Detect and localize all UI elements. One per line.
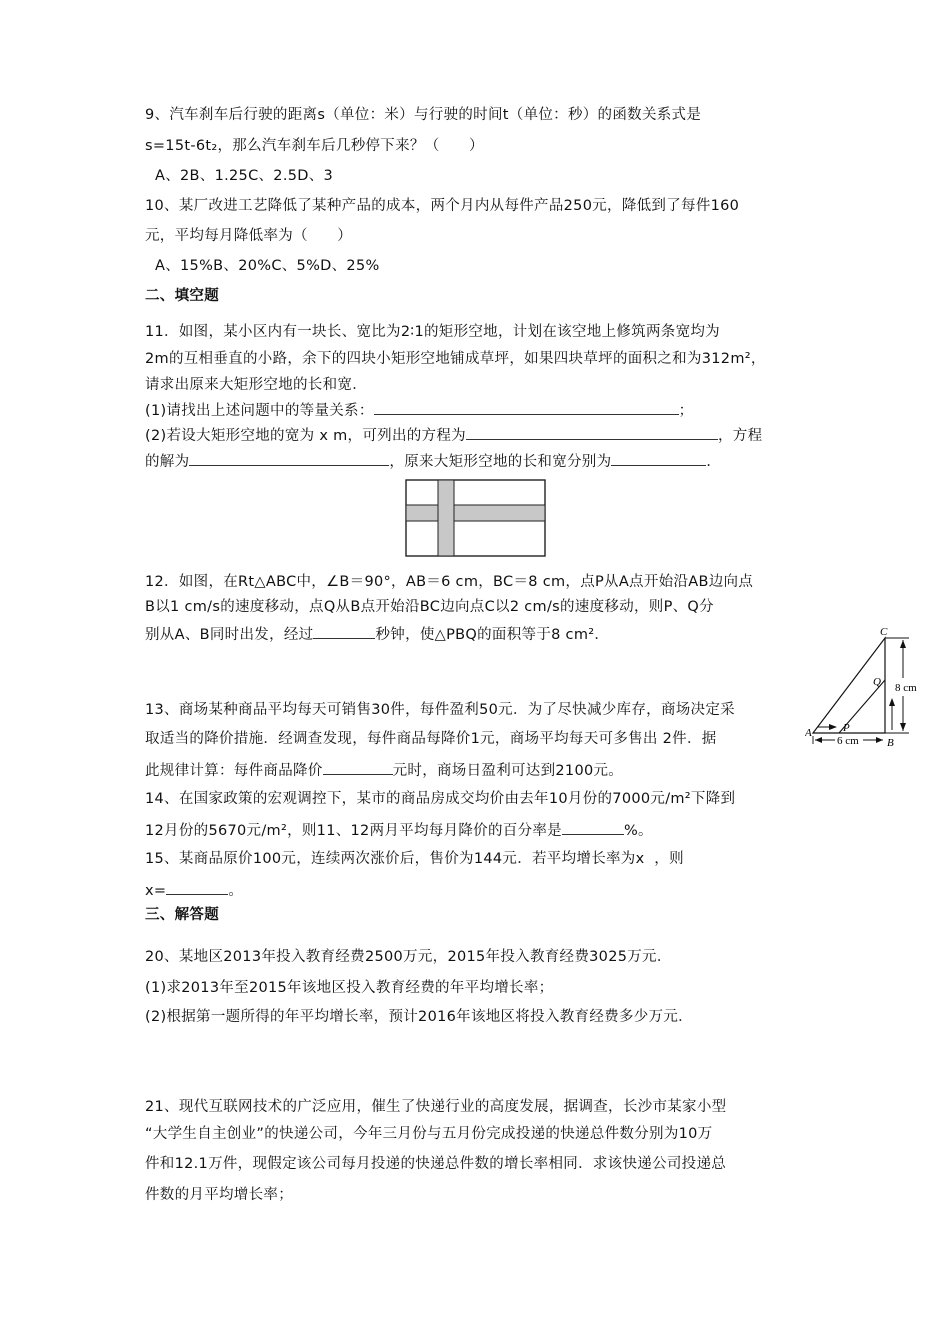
arrow-right-icon (876, 737, 883, 743)
q15-x-blank[interactable] (166, 880, 228, 895)
q20-line3: (2)根据第一题所得的年平均增长率，预计2016年该地区将投入教育经费多少万元． (145, 1009, 693, 1025)
arrow-down-icon (900, 723, 906, 731)
q11-line5 (145, 425, 762, 445)
q12-line2: B以1 cm/s的速度移动，点Q从B点开始沿BC边向点C以2 cm/s的速度移动，则P、Q分 (145, 599, 714, 615)
q9-line1: 9、汽车刹车后行驶的距离s（单位：米）与行驶的时间t（单位：秒）的函数关系式是 (145, 107, 702, 123)
q15-x-label: x= (145, 883, 167, 899)
q21-line3: 件和12.1万件，现假定该公司每月投递的快递总件数的增长率相同．求该快递公司投递总 (145, 1156, 727, 1172)
q11-relation-blank[interactable] (374, 400, 679, 415)
q11-solution-blank[interactable] (189, 451, 389, 466)
q21-line1: 21、现代互联网技术的广泛应用，催生了快递行业的高度发展，据调查，长沙市某家小型 (145, 1099, 727, 1115)
q14-line1: 14、在国家政策的宏观调控下，某市的商品房成交均价由去年10月份的7000元/m²下降到 (145, 791, 736, 807)
q11-line6 (145, 451, 721, 471)
q11-line2: 2m的互相垂直的小路，余下的四块小矩形空地铺成草坪，如果四块草坪的面积之和为312m²， (145, 351, 766, 367)
arrow-left-icon (815, 737, 822, 743)
label-a: A (805, 727, 812, 739)
q12-line1: 12．如图，在Rt△ABC中，∠B＝90°，AB＝6 cm，BC＝8 cm，点P从A点开始沿AB边向点 (145, 574, 754, 590)
q11-dimensions-label: ，原来大矩形空地的长和宽分别为 (389, 454, 612, 470)
q20-line1: 20、某地区2013年投入教育经费2500万元，2015年投入教育经费3025万元． (145, 949, 672, 965)
q13-discount-blank[interactable] (323, 760, 393, 775)
label-ab-length: 6 cm (837, 735, 859, 747)
q15-line2-end: 。 (228, 883, 244, 899)
q21-line4: 件数的月平均增长率； (145, 1187, 293, 1203)
label-p: P (843, 722, 850, 734)
q11-solution-label: 的解为 (145, 454, 190, 470)
q11-line1: 11．如图，某小区内有一块长、宽比为2∶1的矩形空地，计划在该空地上修筑两条宽均为 (145, 324, 720, 340)
horizontal-path (406, 505, 545, 521)
q13-line3 (145, 760, 623, 780)
q-motion-arrow-icon (889, 698, 895, 706)
q11-line3: 请求出原来大矩形空地的长和宽． (145, 377, 367, 393)
q14-rate-blank[interactable] (562, 820, 624, 835)
q14-rate-label: 12月份的5670元/m²，则11、12两月平均每月降价的百分率是 (145, 823, 562, 839)
q13-line2: 取适当的降价措施．经调查发现，每件商品每降价1元，商场平均每天可多售出 2件．据 (145, 731, 717, 747)
label-bc-length: 8 cm (895, 682, 917, 694)
q9-line2: s=15t-6t₂，那么汽车刹车后几秒停下来？（ ） (145, 138, 484, 154)
q12-line3 (145, 624, 609, 644)
q11-relation-label: (1)请找出上述问题中的等量关系： (145, 403, 374, 419)
q10-line1: 10、某厂改进工艺降低了某种产品的成本，两个月内从每件产品250元，降低到了每件160 (145, 198, 740, 214)
section-heading-fill-blank: 二、填空题 (145, 288, 219, 304)
q11-equation-blank[interactable] (466, 425, 718, 440)
q11-equation-label: (2)若设大矩形空地的宽为 x m，可列出的方程为 (145, 428, 466, 444)
q11-line4 (145, 400, 693, 420)
q12-area-text: 秒钟，使△PBQ的面积等于8 cm²． (375, 627, 610, 643)
p-motion-arrow-icon (829, 724, 837, 730)
q10-line2: 元，平均每月降低率为（ ） (145, 228, 353, 244)
q10-options: A、15%B、20%C、5%D、25% (155, 258, 380, 274)
label-b: B (887, 737, 894, 749)
right-triangle-figure (805, 624, 925, 750)
q21-line2: “大学生自主创业”的快递公司，今年三月份与五月份完成投递的快递总件数分别为10万 (145, 1126, 713, 1142)
label-q: Q (873, 676, 881, 688)
q20-line2: (1)求2013年至2015年该地区投入教育经费的年平均增长率； (145, 980, 554, 996)
q11-dimensions-blank[interactable] (611, 451, 706, 466)
q13-line1: 13、商场某种商品平均每天可销售30件，每件盈利50元．为了尽快减少库存，商场决定采 (145, 702, 735, 718)
q13-profit-text: 元时，商场日盈利可达到2100元。 (392, 763, 624, 779)
q12-time-label: 别从A、B同时出发，经过 (145, 627, 314, 643)
q15-line2 (145, 880, 243, 900)
rectangle-lawn-figure (405, 479, 547, 558)
path-intersection (439, 506, 454, 521)
q15-line1: 15、某商品原价100元，连续两次涨价后，售价为144元．若平均增长率为x ，则 (145, 851, 684, 867)
q11-line6-end: ． (706, 454, 722, 470)
q13-discount-label: 此规律计算：每件商品降价 (145, 763, 323, 779)
q14-percent-sign: %。 (623, 823, 653, 839)
q12-time-blank[interactable] (313, 624, 375, 639)
q11-line5-end: ，方程 (717, 428, 763, 444)
label-c: C (880, 626, 888, 638)
q9-options: A、2B、1.25C、2.5D、3 (155, 168, 334, 184)
q11-line4-end: ； (678, 403, 694, 419)
arrow-up-icon (900, 640, 906, 648)
q14-line2 (145, 820, 653, 840)
section-heading-answer: 三、解答题 (145, 907, 219, 923)
